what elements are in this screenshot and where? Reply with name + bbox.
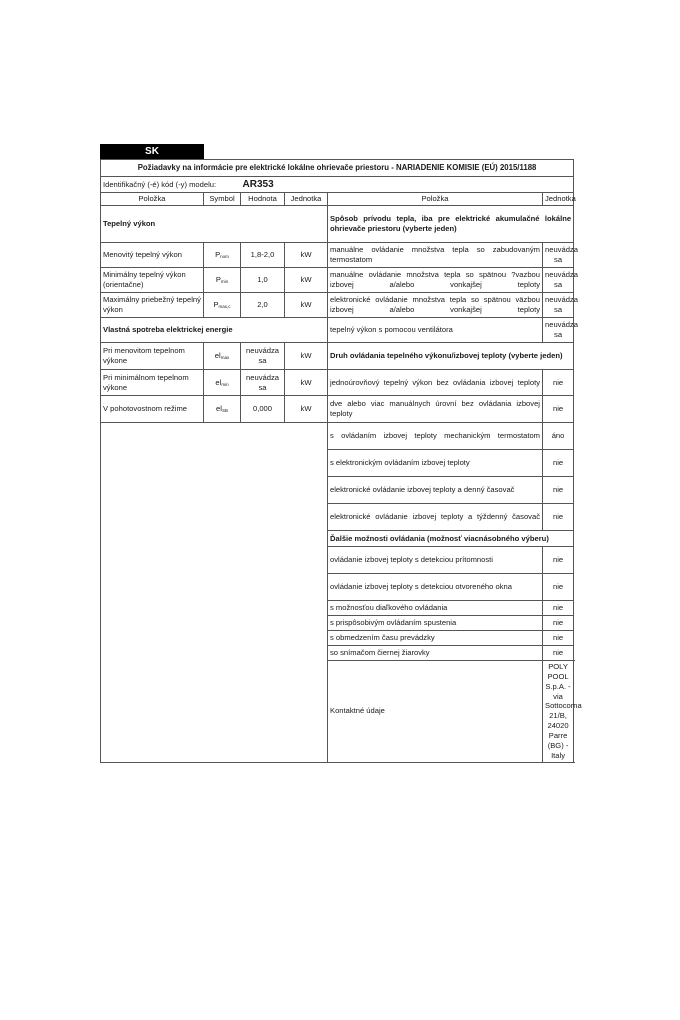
elmax-unit: kW bbox=[285, 343, 328, 370]
other-row-value: nie bbox=[543, 616, 574, 631]
model-value: AR353 bbox=[241, 177, 574, 193]
other-row-label: ovládanie izbovej teploty s detekciou prítomnosti bbox=[328, 547, 543, 574]
table-row bbox=[101, 396, 574, 423]
nominal-unit: kW bbox=[285, 243, 328, 268]
header-value: Hodnota bbox=[241, 193, 285, 206]
aux-heading: Vlastná spotreba elektrickej energie bbox=[101, 318, 328, 343]
nominal-value: 1,8-2,0 bbox=[241, 243, 285, 268]
other-row-value: nie bbox=[543, 574, 574, 601]
heat-input-row-value: neuvádza sa bbox=[543, 293, 574, 318]
control-row-label: s elektronickým ovládaním izbovej teploty bbox=[328, 450, 543, 477]
heat-input-row-label: manuálne ovládanie množstva tepla so zabudovaným termostatom bbox=[328, 243, 543, 268]
other-row-label: ovládanie izbovej teploty s detekciou otvoreného okna bbox=[328, 574, 543, 601]
min-label: Minimálny tepelný výkon (orientačne) bbox=[101, 268, 204, 293]
heat-input-heading: Spôsob prívodu tepla, iba pre elektrické akumulačné lokálne ohrievače priestoru (vyberte jeden) bbox=[328, 206, 574, 243]
min-unit: kW bbox=[285, 268, 328, 293]
control-row-label: dve alebo viac manuálnych úrovní bez ovládania izbovej teploty bbox=[328, 396, 543, 423]
table-row bbox=[101, 423, 574, 450]
elmax-symbol: $el_{max}$ bbox=[204, 343, 241, 370]
table-row bbox=[101, 206, 574, 243]
other-row-value: nie bbox=[543, 646, 574, 661]
nominal-symbol: $P_{nom}$ bbox=[204, 243, 241, 268]
other-row-label: s možnosťou diaľkového ovládania bbox=[328, 601, 543, 616]
control-row-value: nie bbox=[543, 504, 574, 531]
title-row bbox=[101, 160, 574, 177]
max-value: 2,0 bbox=[241, 293, 285, 318]
model-label: Identifikačný (-é) kód (-y) modelu: bbox=[101, 177, 241, 193]
heat-input-row-label: elektronické ovládanie množstva tepla so spätnou väzbou izbovej a/alebo vonkajšej teploty bbox=[328, 293, 543, 318]
other-row-value: nie bbox=[543, 547, 574, 574]
heat-input-row-value: neuvádza sa bbox=[543, 268, 574, 293]
min-symbol: $P_{min}$ bbox=[204, 268, 241, 293]
control-row-value: nie bbox=[543, 477, 574, 504]
table-row bbox=[101, 370, 574, 396]
min-value: 1,0 bbox=[241, 268, 285, 293]
max-label: Maximálny priebežný tepelný výkon bbox=[101, 293, 204, 318]
elsb-value: 0,000 bbox=[241, 396, 285, 423]
header-item-right: Položka bbox=[328, 193, 543, 206]
header-item: Položka bbox=[101, 193, 204, 206]
heat-input-row-label: tepelný výkon s pomocou ventilátora bbox=[328, 318, 543, 343]
table-row bbox=[101, 293, 574, 318]
control-heading: Druh ovládania tepelného výkonu/izbovej teploty (vyberte jeden) bbox=[328, 343, 574, 370]
empty-block bbox=[101, 423, 328, 763]
heat-input-row-value: neuvádza sa bbox=[543, 243, 574, 268]
nominal-label: Menovitý tepelný výkon bbox=[101, 243, 204, 268]
heat-input-row-label: manuálne ovládanie množstva tepla so spätnou ?vazbou izbovej a/alebo vonkajšej teploty bbox=[328, 268, 543, 293]
control-row-value: nie bbox=[543, 396, 574, 423]
other-heading: Ďalšie možnosti ovládania (možnosť viacnásobného výberu) bbox=[328, 531, 574, 547]
elmin-symbol: $el_{min}$ bbox=[204, 370, 241, 396]
language-tab: SK bbox=[100, 144, 204, 159]
table-row bbox=[101, 243, 574, 268]
ecodesign-info-table bbox=[100, 159, 582, 763]
other-row-label: s prispôsobivým ovládaním spustenia bbox=[328, 616, 543, 631]
elmin-label: Pri minimálnom tepelnom výkone bbox=[101, 370, 204, 396]
elmin-value: neuvádza sa bbox=[241, 370, 285, 396]
other-row-value: nie bbox=[543, 601, 574, 616]
elsb-label: V pohotovostnom režime bbox=[101, 396, 204, 423]
table-row bbox=[101, 268, 574, 293]
elsb-unit: kW bbox=[285, 396, 328, 423]
elsb-symbol: $el_{SB}$ bbox=[204, 396, 241, 423]
contact-label: Kontaktné údaje bbox=[328, 661, 543, 763]
other-row-label: so snímačom čiernej žiarovky bbox=[328, 646, 543, 661]
control-row-value: nie bbox=[543, 370, 574, 396]
elmax-label: Pri menovitom tepelnom výkone bbox=[101, 343, 204, 370]
control-row-label: jednoúrovňový tepelný výkon bez ovládania izbovej teploty bbox=[328, 370, 543, 396]
table-row bbox=[101, 318, 574, 343]
model-row bbox=[101, 177, 574, 193]
header-symbol: Symbol bbox=[204, 193, 241, 206]
max-unit: kW bbox=[285, 293, 328, 318]
heat-input-row-value: neuvádza sa bbox=[543, 318, 574, 343]
control-row-label: elektronické ovládanie izbovej teploty a denný časovač bbox=[328, 477, 543, 504]
other-row-label: s obmedzením času prevádzky bbox=[328, 631, 543, 646]
heat-output-heading: Tepelný výkon bbox=[101, 206, 328, 243]
header-row bbox=[101, 193, 574, 206]
control-row-label: s ovládaním izbovej teploty mechanickým termostatom bbox=[328, 423, 543, 450]
other-row-value: nie bbox=[543, 631, 574, 646]
max-symbol: $P_{max,c}$ bbox=[204, 293, 241, 318]
header-unit-right: Jednotka bbox=[543, 193, 574, 206]
table-row bbox=[101, 343, 574, 370]
header-unit: Jednotka bbox=[285, 193, 328, 206]
elmax-value: neuvádza sa bbox=[241, 343, 285, 370]
control-row-value: áno bbox=[543, 423, 574, 450]
table-title: Požiadavky na informácie pre elektrické lokálne ohrievače priestoru - NARIADENIE KOMISIE (EÚ) 2015/1188 bbox=[101, 160, 574, 177]
contact-value: POLY POOL S.p.A. - via Sottocorna 21/B, 24020 Parre (BG) - Italy bbox=[543, 661, 574, 763]
elmin-unit: kW bbox=[285, 370, 328, 396]
control-row-value: nie bbox=[543, 450, 574, 477]
control-row-label: elektronické ovládanie izbovej teploty a týždenný časovač bbox=[328, 504, 543, 531]
